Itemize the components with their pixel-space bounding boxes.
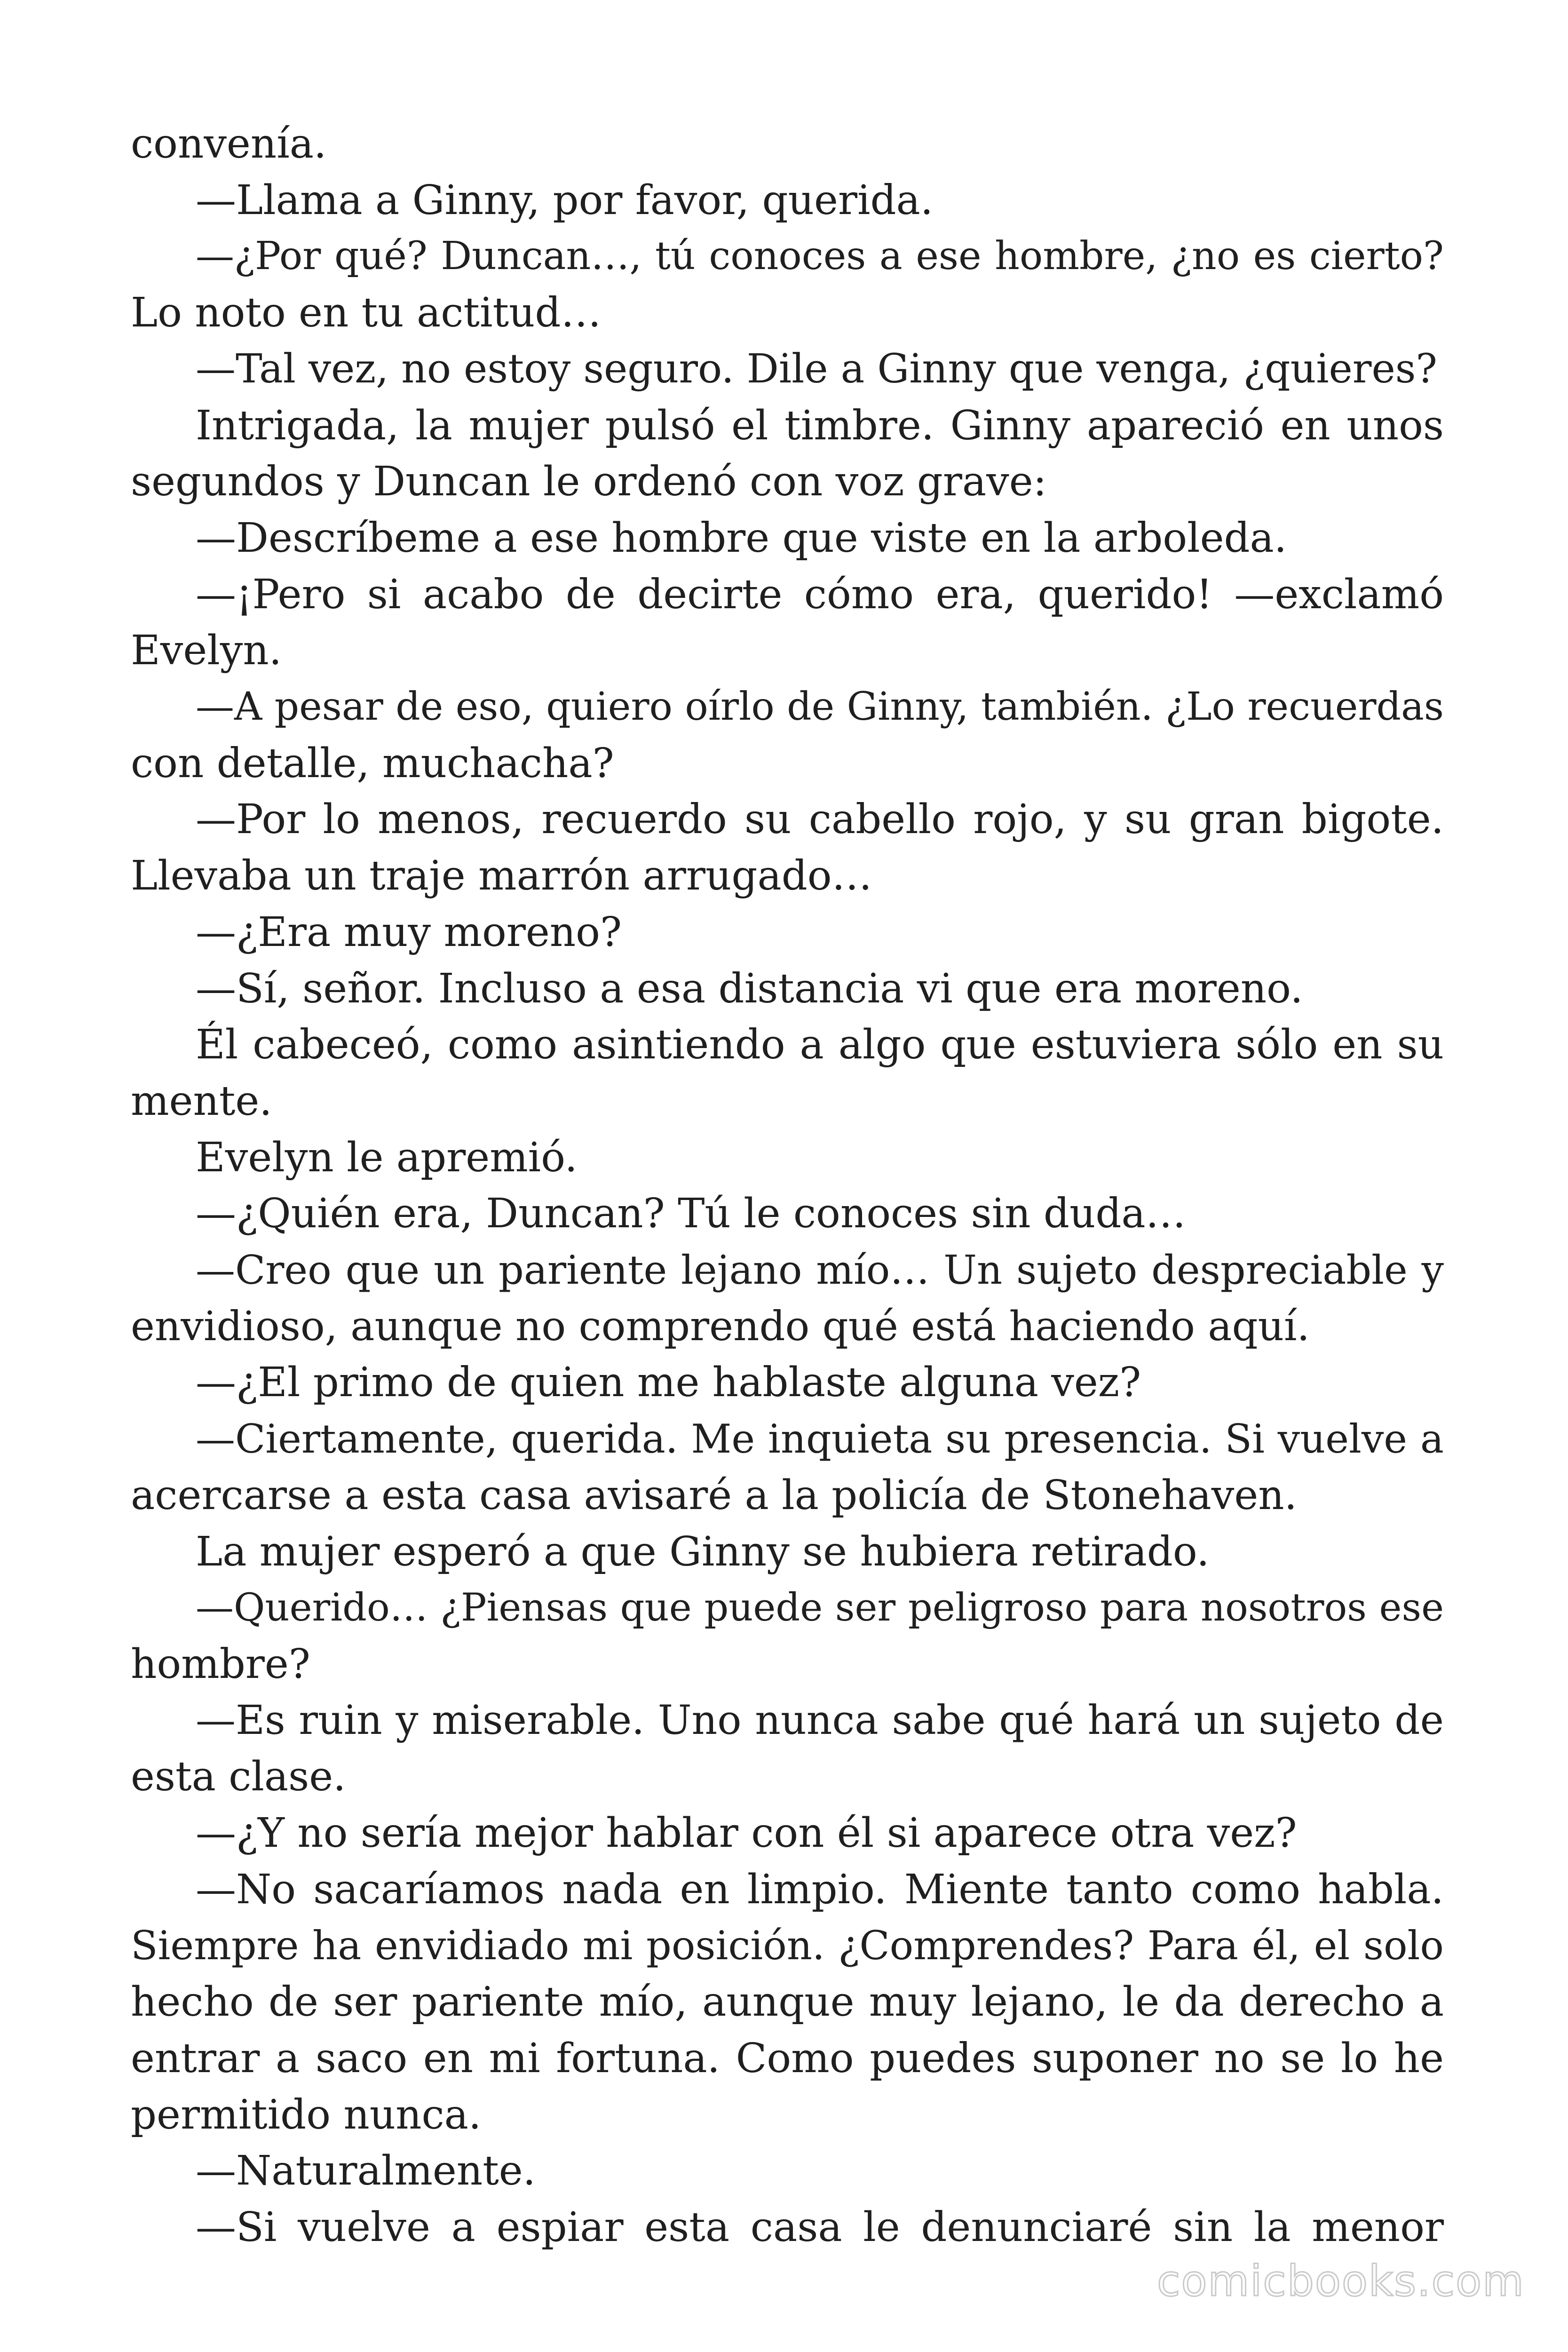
text-line: —Querido… ¿Piensas que puede ser peligroso para nosotros ese (196, 1586, 1444, 1630)
text-line: Llevaba un traje marrón arrugado… (131, 852, 872, 899)
text-line: —A pesar de eso, quiero oírlo de Ginny, también. ¿Lo recuerdas (196, 684, 1444, 729)
text-line: —Creo que un pariente lejano mío… Un sujeto despreciable y (196, 1247, 1444, 1293)
text-line: Evelyn. (131, 627, 282, 674)
text-line: esta clase. (131, 1753, 346, 1800)
text-line: mente. (131, 1078, 272, 1125)
text-line: acercarse a esta casa avisaré a la policía de Stonehaven. (131, 1472, 1297, 1519)
text-line: segundos y Duncan le ordenó con voz grave: (131, 458, 1047, 505)
text-line: —Ciertamente, querida. Me inquieta su presencia. Si vuelve a (196, 1416, 1444, 1462)
text-line: —Es ruin y miserable. Uno nunca sabe qué hará un sujeto de (196, 1697, 1444, 1744)
text-line: —Por lo menos, recuerdo su cabello rojo, y su gran bigote. (196, 796, 1444, 843)
text-line: —Descríbeme a ese hombre que viste en la arboleda. (196, 515, 1287, 562)
watermark: comicbooks.com (1157, 2257, 1525, 2306)
text-line: envidioso, aunque no comprendo qué está haciendo aquí. (131, 1303, 1310, 1350)
text-line: hombre? (131, 1641, 310, 1688)
text-line: permitido nunca. (131, 2091, 482, 2138)
text-line: —¡Pero si acabo de decirte cómo era, querido! —exclamó (196, 571, 1444, 618)
text-line: hecho de ser pariente mío, aunque muy lejano, le da derecho a (131, 1979, 1444, 2026)
text-line: —Llama a Ginny, por favor, querida. (196, 177, 934, 224)
text-line: —¿Quién era, Duncan? Tú le conoces sin duda… (196, 1190, 1186, 1237)
text-line: Intrigada, la mujer pulsó el timbre. Ginny apareció en unos (196, 402, 1444, 449)
text-line: Evelyn le apremió. (196, 1134, 578, 1181)
text-line: —Si vuelve a espiar esta casa le denunciaré sin la menor (196, 2204, 1444, 2251)
text-line: con detalle, muchacha? (131, 740, 614, 787)
text-line: —¿Por qué? Duncan…, tú conoces a ese hombre, ¿no es cierto? (196, 234, 1444, 278)
text-line: —No sacaríamos nada en limpio. Miente tanto como habla. (196, 1866, 1444, 1913)
text-line: La mujer esperó a que Ginny se hubiera retirado. (196, 1528, 1210, 1575)
text-line: convenía. (131, 120, 327, 167)
text-line: —¿Y no sería mejor hablar con él si aparece otra vez? (196, 1810, 1297, 1857)
text-line: —¿Era muy moreno? (196, 909, 622, 956)
text-line: —Tal vez, no estoy seguro. Dile a Ginny que venga, ¿quieres? (196, 346, 1437, 392)
text-line: Siempre ha envidiado mi posición. ¿Comprendes? Para él, el solo (131, 1923, 1444, 1969)
text-line: —¿El primo de quien me hablaste alguna vez? (196, 1359, 1141, 1406)
text-line: —Naturalmente. (196, 2147, 536, 2194)
text-line: entrar a saco en mi fortuna. Como puedes suponer no se lo he (131, 2035, 1444, 2082)
text-line: Él cabeceó, como asintiendo a algo que estuviera sólo en su (196, 1021, 1444, 1068)
text-line: —Sí, señor. Incluso a esa distancia vi que era moreno. (196, 965, 1303, 1012)
text-line: Lo noto en tu actitud… (131, 289, 602, 336)
